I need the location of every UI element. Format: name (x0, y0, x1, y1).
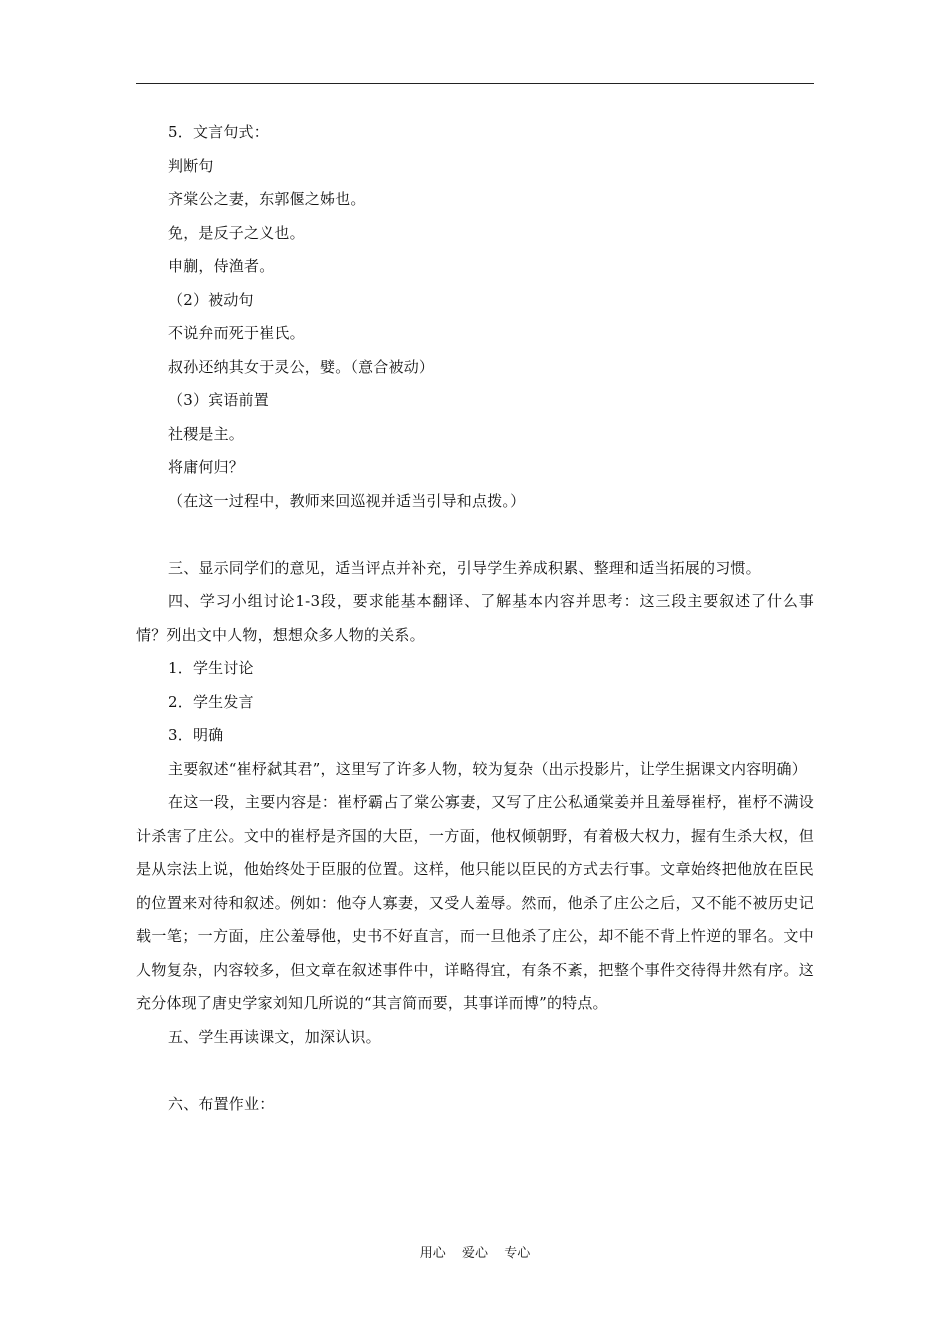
heading-sentence-patterns: 5．文言句式： (168, 123, 269, 141)
example-line: 齐棠公之妻，东郭偃之姊也。 (168, 190, 366, 208)
example-line: 不说弁而死于崔氏。 (168, 324, 305, 342)
page-footer: 用心 爱心 专心 (419, 1246, 531, 1261)
example-line: 叔孙还纳其女于灵公，嬖。（意合被动） (168, 357, 435, 376)
step-item: 1．学生讨论 (168, 659, 254, 677)
page-content (136, 116, 814, 1121)
step-item: 2．学生发言 (168, 692, 254, 711)
section-six: 六、布置作业： (168, 1094, 275, 1113)
blank-line (136, 1054, 814, 1088)
subheading-passive-sentence: （2）被动句 (168, 290, 254, 309)
step-item: 3．明确 (168, 726, 224, 744)
subheading-object-preposition: （3）宾语前置 (168, 391, 269, 409)
section-four: 四、学习小组讨论1-3段，要求能基本翻译、了解基本内容并思考：这三段主要叙述了什么事情？列出文中人物，想想众多人物的关系。 (136, 592, 814, 644)
section-five: 五、学生再读课文，加深认识。 (168, 1027, 381, 1046)
example-line: 免，是反子之义也。 (168, 223, 305, 242)
section-three: 三、显示同学们的意见，适当评点并补充，引导学生养成积累、整理和适当拓展的习惯。 (168, 558, 761, 577)
example-line: 社稷是主。 (168, 424, 245, 443)
analysis-paragraph: 在这一段，主要内容是：崔杼霸占了棠公寡妻，又写了庄公私通棠姜并且羞辱崔杼，崔杼不满设计杀害了庄公。文中的崔杼是齐国的大臣，一方面，他权倾朝野，有着极大权力，握有生杀大权，但是从宗法上说，他始终处于臣服的位置。这样，他只能以臣民的方式去行事。文章始终把他放在臣民的位置来对待和叙述。例如：他夺人寡妻，又受人羞辱。然而，他杀了庄公之后，又不能不被历史记载一笔；一方面，庄公羞辱他，史书不好直言，而一旦他杀了庄公，却不能不背上忤逆的罪名。文中人物复杂，内容较多，但文章在叙述事件中，详略得宜，有条不紊，把整个事件交待得井然有序。这充分体现了唐史学家刘知几所说的“其言简而要，其事详而博”的特点。 (136, 793, 814, 1012)
teacher-note: （在这一过程中，教师来回巡视并适当引导和点拨。） (168, 491, 526, 510)
subheading-judgment-sentence: 判断句 (168, 156, 214, 175)
example-line: 将庸何归？ (168, 458, 245, 476)
header-rule (136, 83, 814, 84)
blank-line (136, 518, 814, 552)
example-line: 申蒯，侍渔者。 (168, 257, 275, 275)
summary-paragraph: 主要叙述“崔杼弑其君”，这里写了许多人物，较为复杂（出示投影片，让学生据课文内容明确） (168, 759, 807, 778)
